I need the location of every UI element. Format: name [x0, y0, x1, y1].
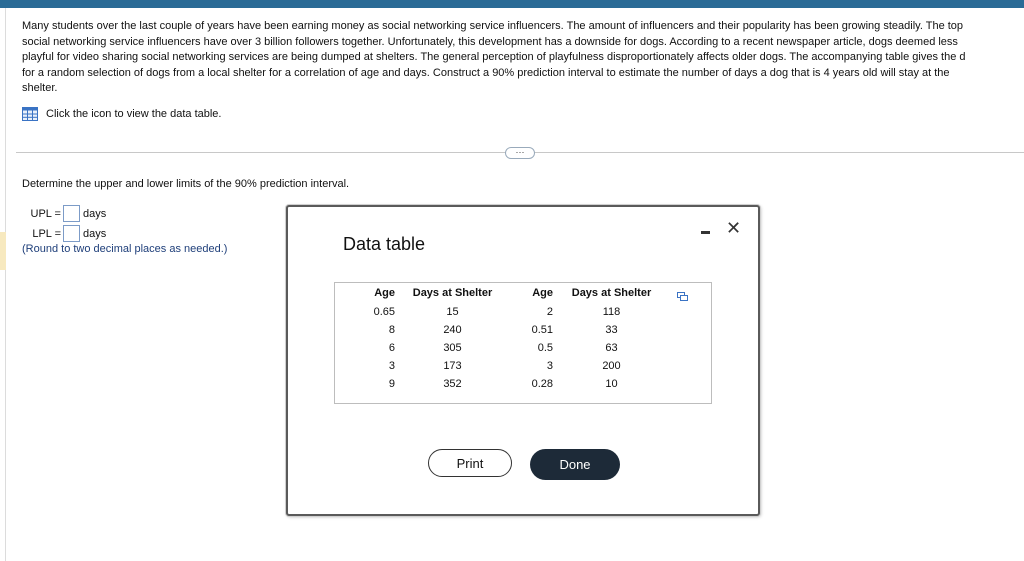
data-table-dialog: [286, 205, 760, 516]
upl-unit: days: [83, 207, 107, 220]
data-table: [335, 283, 670, 393]
table-cell: 3: [388, 360, 395, 372]
table-row: [335, 339, 670, 357]
table-cell: 6: [388, 342, 395, 354]
table-cell: 352: [443, 378, 462, 390]
problem-line: social networking service influencers have over 3 billion followers together. Unfortunately, this development has a downside for dogs. According to a recent newspaper article, dogs deemed less: [22, 35, 958, 48]
view-data-table-link[interactable]: [22, 107, 221, 121]
upl-row: [25, 205, 106, 222]
table-row: [335, 357, 670, 375]
copy-icon[interactable]: [677, 292, 688, 301]
table-row: [335, 321, 670, 339]
header-age-2: Age: [532, 287, 553, 299]
table-cell: 10: [605, 378, 618, 390]
header-age-1: Age: [374, 287, 395, 299]
lpl-row: [25, 225, 106, 242]
table-cell: 118: [602, 306, 621, 318]
table-cell: 3: [546, 360, 553, 372]
table-cell: 305: [443, 342, 462, 354]
grid-table-icon[interactable]: [22, 107, 38, 121]
view-data-table-label[interactable]: Click the icon to view the data table.: [46, 108, 222, 120]
header-days-1: Days at Shelter: [412, 287, 493, 299]
upl-input[interactable]: [63, 205, 80, 222]
top-header-bar: [0, 0, 1024, 8]
table-header-row: [335, 283, 670, 303]
table-cell: 63: [605, 342, 618, 354]
done-button[interactable]: Done: [530, 449, 620, 480]
rounding-note: (Round to two decimal places as needed.): [22, 243, 228, 255]
table-cell: 0.65: [373, 306, 395, 318]
table-cell: 33: [605, 324, 618, 336]
problem-line: playful for video sharing social networking services are being dumped at shelters. The general perception of playfulness disproportionately affects older dogs. The accompanying table gives the d: [22, 51, 966, 63]
table-cell: 15: [446, 306, 459, 318]
table-cell: 0.28: [531, 378, 553, 390]
lpl-label: LPL =: [32, 227, 61, 240]
table-cell: 9: [388, 378, 395, 390]
table-cell: 8: [388, 324, 395, 336]
instruction-text: Determine the upper and lower limits of the 90% prediction interval.: [22, 178, 350, 190]
lpl-unit: days: [83, 227, 107, 240]
lpl-input[interactable]: [63, 225, 80, 242]
expand-more-button[interactable]: ···: [505, 147, 535, 159]
table-cell: 0.5: [537, 342, 553, 354]
upl-label: UPL =: [30, 207, 61, 220]
table-row: [335, 375, 670, 393]
table-cell: 173: [443, 360, 462, 372]
minimize-icon[interactable]: [700, 224, 712, 236]
table-cell: 200: [602, 360, 621, 372]
problem-statement: [22, 19, 1024, 97]
table-cell: 0.51: [531, 324, 553, 336]
data-table-container: [334, 282, 712, 404]
left-border: [5, 8, 6, 561]
problem-line: Many students over the last couple of years have been earning money as social networking service influencers. The amount of influencers and their popularity has been growing steadily. The top: [22, 20, 964, 32]
table-cell: 2: [546, 306, 553, 318]
side-marker: [0, 232, 6, 270]
table-row: [335, 303, 670, 321]
print-button[interactable]: Print: [428, 449, 512, 477]
dialog-title: Data table: [343, 234, 426, 254]
header-days-2: Days at Shelter: [571, 287, 652, 299]
table-cell: 240: [443, 324, 462, 336]
close-icon[interactable]: ✕: [726, 218, 742, 238]
problem-line: for a random selection of dogs from a local shelter for a correlation of age and days. Construct a 90% prediction interval to estimate the number of days a dog that is 4 years old will stay at the: [22, 66, 950, 79]
problem-line: shelter.: [22, 82, 58, 94]
